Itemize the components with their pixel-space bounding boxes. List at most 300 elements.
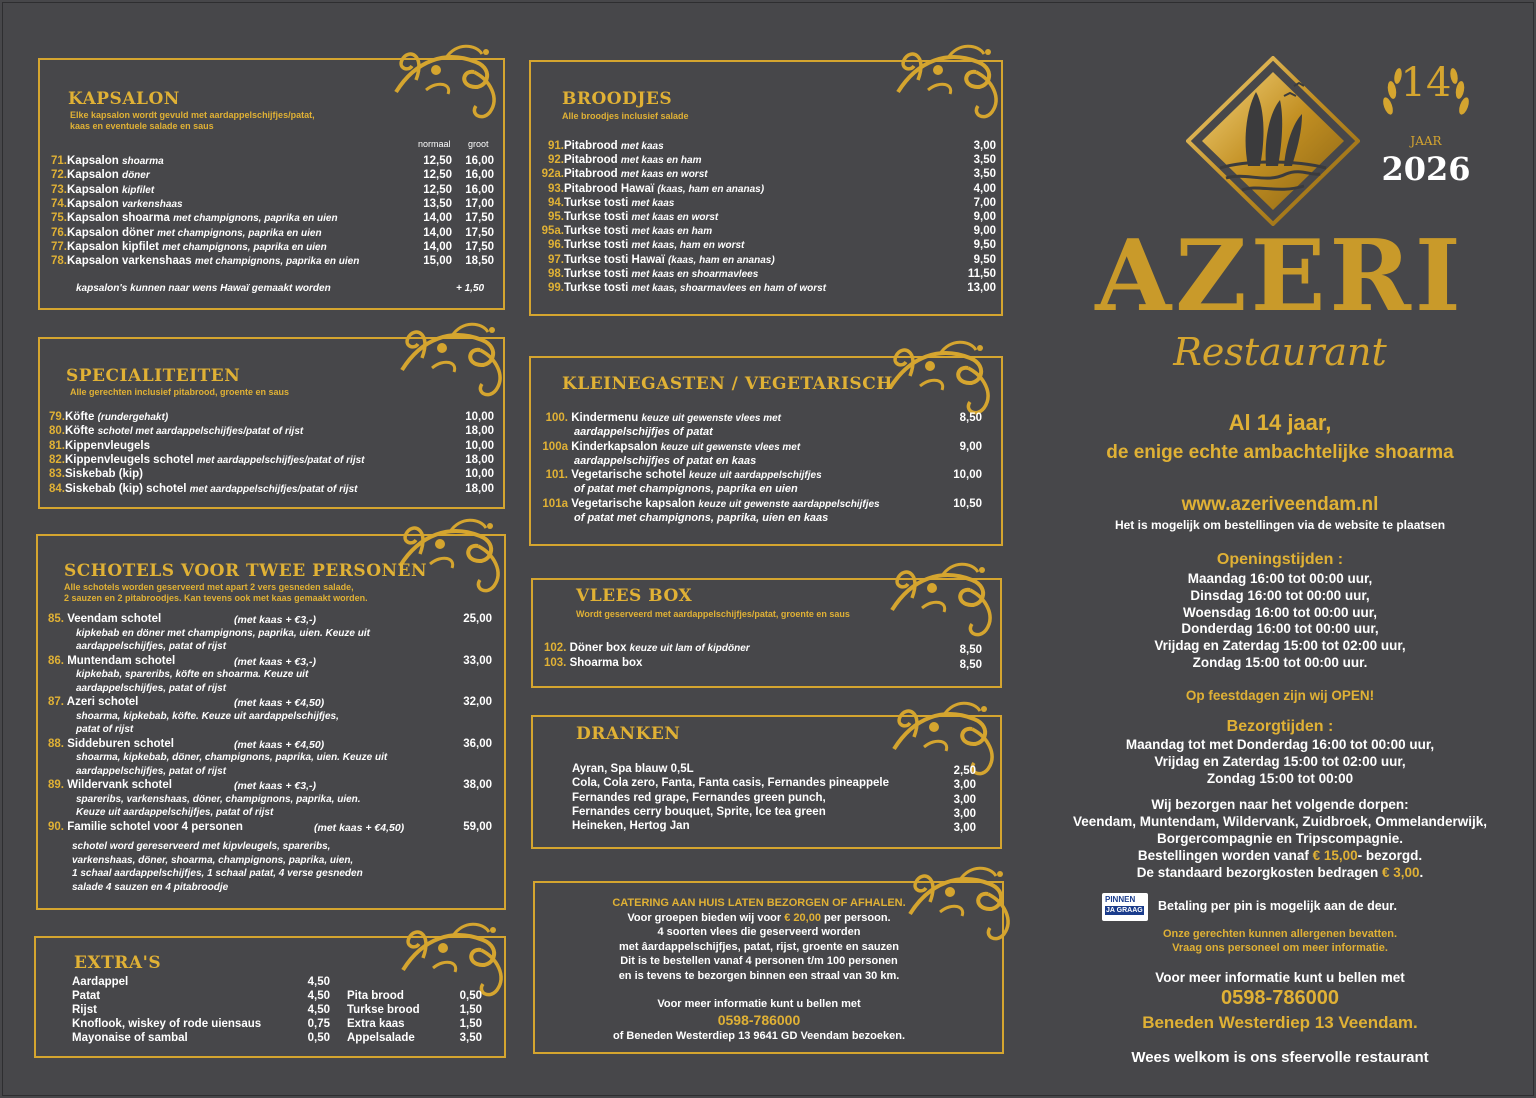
- item-number: 98.: [548, 267, 564, 280]
- menu-item-row: [536, 282, 826, 295]
- item-name: Turkse tosti: [564, 225, 629, 238]
- menu-item-row: [49, 411, 168, 424]
- item-detail: schotel met aardappelschijfjes/patat of rijst: [97, 426, 304, 438]
- item-detail: met kaas en worst: [631, 212, 719, 223]
- item-detail: met kaas: [631, 197, 675, 209]
- menu-item-row: [51, 241, 327, 254]
- item-number: 91.: [548, 140, 564, 152]
- item-price: 8,50: [959, 658, 982, 671]
- menu-item-row: [51, 155, 164, 168]
- vleesbox-title: VLEES BOX: [576, 586, 693, 606]
- item-number: 93.: [548, 182, 564, 195]
- badge-number: 14: [1400, 60, 1452, 106]
- menu-item-row: [536, 183, 764, 196]
- price-groot: 16,00: [465, 155, 494, 167]
- item-number: 86.: [48, 654, 64, 667]
- price-normaal: 12,50: [423, 169, 452, 182]
- item-detail: met champignons, paprika en uien: [194, 256, 360, 268]
- item-detail: keuze uit gewenste aardappelschijfjes: [698, 498, 880, 510]
- pin-logo: PINNEN JA GRAAG: [1102, 893, 1148, 921]
- schotel-row: [48, 821, 243, 834]
- kapsalon-note: kapsalon's kunnen naar wens Hawaï gemaakt worden: [76, 283, 331, 294]
- item-price: 8,50: [959, 412, 982, 424]
- price-groot: 16,00: [465, 183, 494, 196]
- price-groot: 17,00: [465, 197, 494, 210]
- drink-item-name: Fernandes cerry bouquet, Sprite, Ice tea green: [572, 805, 826, 818]
- cheese-option: (met kaas + €4,50): [314, 822, 405, 834]
- item-name: Köfte: [65, 411, 95, 423]
- menu-item-row: [51, 184, 154, 197]
- menu-item-row: [51, 212, 338, 225]
- menu-item-row: [536, 211, 718, 224]
- item-detail: kipfilet: [121, 184, 155, 196]
- specialiteiten-subtitle: Alle gerechten inclusief pitabrood, groente en saus: [70, 387, 290, 397]
- item-description: kipkebab en döner met champignons, paprika, uien. Keuze uit: [76, 627, 370, 639]
- allergen-line: Onze gerechten kunnen allergenen bevatten.: [1162, 928, 1398, 940]
- menu-item-row: [536, 225, 712, 238]
- item-detail: met champignons, paprika en uien: [157, 227, 322, 239]
- ornament-icon: [392, 318, 512, 398]
- price-normaal: 14,00: [423, 226, 452, 239]
- contact-phone[interactable]: 0598-786000: [1221, 987, 1339, 1009]
- cheese-option: (met kaas + €4,50): [234, 697, 325, 709]
- item-name: Turkse tosti Hawaï: [564, 253, 665, 266]
- item-name: Siddeburen schotel: [67, 737, 174, 750]
- drink-item-price: 3,00: [953, 779, 976, 792]
- item-number: 81.: [49, 439, 65, 452]
- item-price: 9,00: [973, 211, 996, 223]
- pin-text: Betaling per pin is mogelijk aan de deur.: [1158, 899, 1397, 913]
- feestdagen: Op feestdagen zijn wij OPEN!: [1185, 688, 1375, 703]
- opening-line: Vrijdag en Zaterdag 15:00 tot 02:00 uur,: [1154, 638, 1406, 654]
- menu-item-row: [538, 498, 880, 511]
- catering-line: Dit is te bestellen vanaf 4 personen t/m 100 personen: [620, 955, 898, 967]
- item-detail: met aardappelschijfjes/patat of rijst: [189, 483, 358, 495]
- item-description: aardappelschijfjes of patat en kaas: [574, 454, 757, 467]
- item-price: 9,50: [973, 239, 996, 252]
- item-description: kipkebab, spareribs, köfte en shoarma. Keuze uit: [76, 669, 309, 680]
- item-detail: met kaas: [620, 141, 664, 152]
- extra-item-price: 0,75: [307, 1018, 330, 1030]
- item-name: Kapsalon varkenshaas: [67, 255, 192, 268]
- item-price: 10,00: [465, 439, 494, 452]
- menu-item-row: [51, 169, 150, 182]
- item-price: 9,00: [959, 440, 982, 453]
- item-description: of patat met champignons, paprika, uien en kaas: [574, 511, 829, 524]
- drink-item-name: Cola, Cola zero, Fanta, Fanta casis, Fernandes pineappele: [572, 777, 889, 790]
- opening-line: Zondag 15:00 tot 00:00 uur.: [1192, 654, 1368, 670]
- brand-subtitle: Restaurant: [1173, 330, 1387, 374]
- ornament-icon: [390, 514, 510, 594]
- schotel-row: [48, 613, 161, 626]
- item-name: Turkse tosti: [564, 267, 629, 280]
- menu-item-row: [49, 468, 143, 481]
- item-price: 7,00: [973, 196, 996, 209]
- welcome-text: Wees welkom is ons sfeervolle restaurant: [1131, 1049, 1429, 1066]
- price-groot: 17,50: [465, 226, 494, 239]
- ornament-icon: [880, 336, 1000, 416]
- schotels-title: SCHOTELS VOOR TWEE PERSONEN: [64, 561, 428, 581]
- item-name: Familie schotel voor 4 personen: [67, 821, 243, 833]
- item-price: 10,00: [465, 411, 494, 423]
- item-number: 97.: [548, 253, 564, 266]
- menu-item-row: [536, 239, 744, 252]
- item-price: 33,00: [463, 654, 492, 667]
- catering-line: en is tevens te bezorgen binnen een straal van 30 km.: [618, 969, 900, 982]
- item-name: Kapsalon: [67, 155, 119, 167]
- item-price: 3,50: [973, 154, 996, 167]
- item-description: varkenshaas, döner, shoarma, champignons, paprika, uien,: [72, 854, 354, 866]
- dorpen-line: Borgercompagnie en Tripscompagnie.: [1156, 830, 1404, 846]
- item-number: 99.: [548, 282, 564, 294]
- drink-item-name: Ayran, Spa blauw 0,5L: [572, 763, 694, 775]
- item-price: 18,00: [465, 453, 494, 466]
- menu-item-row: [51, 198, 183, 211]
- dranken-title: DRANKEN: [576, 724, 681, 744]
- drink-item-price: 2,50: [953, 765, 976, 777]
- item-number: 102.: [544, 642, 567, 654]
- item-number: 95.: [548, 211, 564, 223]
- item-detail: (rundergehakt): [97, 412, 169, 423]
- catering-block: [533, 896, 985, 1043]
- bezorg-line: Maandag tot met Donderdag 16:00 tot 00:00 uur,: [1125, 737, 1435, 752]
- item-number: 79.: [49, 411, 65, 423]
- item-number: 85.: [48, 613, 64, 625]
- drink-item-name: Fernandes red grape, Fernandes green punch,: [572, 791, 826, 804]
- dorpen-line: Veendam, Muntendam, Wildervank, Zuidbroek, Ommelanderwijk,: [1073, 813, 1487, 829]
- price-groot: 16,00: [465, 169, 494, 182]
- item-name: Veendam schotel: [67, 613, 162, 625]
- kapsalon-note-price: + 1,50: [456, 283, 485, 294]
- item-number: 92a.: [541, 168, 564, 181]
- item-number: 88.: [48, 737, 64, 750]
- allergen-line: Vraag ons personeel om meer informatie.: [1172, 942, 1388, 954]
- price-normaal: 13,50: [423, 197, 452, 210]
- item-name: Azeri schotel: [66, 696, 139, 708]
- menu-item-row: [536, 254, 775, 267]
- item-number: 74.: [51, 197, 67, 210]
- item-detail: döner: [121, 170, 150, 182]
- item-number: 101a: [542, 497, 568, 510]
- menu-item-row: [536, 268, 758, 281]
- item-name: Pitabrood Hawaï: [564, 182, 655, 195]
- item-price: 9,00: [973, 225, 996, 238]
- extra-item-price: 4,50: [307, 1004, 330, 1016]
- item-description: shoarma, kipkebab, köfte. Keuze uit aardappelschijfjes,: [76, 710, 339, 722]
- item-number: 77.: [51, 240, 67, 253]
- menu-item-row: [51, 255, 359, 268]
- bezorg-kosten: De standaard bezorgkosten bedragen € 3,00.: [1136, 865, 1424, 880]
- menu-item-row: [536, 168, 708, 181]
- menu-item-row: [49, 483, 357, 496]
- opening-hours: [1030, 571, 1530, 672]
- item-number: 94.: [548, 196, 564, 209]
- item-description: Keuze uit aardappelschijfjes, patat of rijst: [76, 807, 274, 818]
- extra-item-name: Extra kaas: [347, 1018, 405, 1030]
- item-name: Shoarma box: [569, 656, 643, 669]
- website-link[interactable]: www.azeriveendam.nl: [1181, 494, 1379, 515]
- extra-item-price: 4,50: [307, 976, 330, 988]
- item-price: 13,00: [967, 282, 996, 294]
- item-name: Kippenvleugels: [65, 439, 150, 452]
- item-detail: met kaas, shoarmavlees en ham of worst: [631, 283, 827, 294]
- menu-item-row: [49, 425, 303, 438]
- item-number: 96.: [548, 239, 564, 252]
- extra-item-price: 0,50: [459, 990, 482, 1002]
- item-price: 3,00: [973, 140, 996, 152]
- item-detail: met kaas en worst: [620, 169, 708, 181]
- item-detail: varkenshaas: [121, 198, 183, 210]
- menu-item-row: [536, 140, 664, 153]
- item-name: Kapsalon shoarma: [67, 212, 170, 225]
- item-name: Pitabrood: [564, 168, 618, 181]
- bezorg-hours: [1030, 737, 1530, 787]
- logo-diamond-icon: [1186, 56, 1360, 226]
- item-name: Turkse tosti: [564, 239, 629, 252]
- catering-phone[interactable]: 0598-786000: [717, 1011, 801, 1028]
- item-detail: met kaas en ham: [620, 155, 702, 167]
- item-number: 92.: [548, 154, 564, 167]
- menu-item-row: [538, 441, 800, 454]
- item-detail: keuze uit gewenste vlees met: [660, 441, 801, 453]
- allergen-note: [1030, 927, 1530, 955]
- item-number: 71.: [51, 155, 67, 167]
- item-name: Turkse tosti: [564, 196, 629, 209]
- catering-title: CATERING AAN HUIS LATEN BEZORGEN OF AFHALEN.: [612, 897, 906, 909]
- schotel-row: [48, 655, 175, 668]
- item-description: aardappelschijfjes, patat of rijst: [76, 682, 227, 694]
- price-normaal: 14,00: [423, 240, 452, 253]
- drink-item-name: Heineken, Hertog Jan: [572, 820, 690, 833]
- extra-item-name: Appelsalade: [347, 1032, 415, 1044]
- extra-item-name: Patat: [72, 990, 101, 1002]
- bezorg-line: Zondag 15:00 tot 00:00: [1206, 770, 1354, 786]
- item-number: 75.: [51, 212, 67, 225]
- item-number: 80.: [49, 425, 65, 438]
- item-description: aardappelschijfjes, patat of rijst: [76, 641, 227, 652]
- kapsalon-subtitle: Elke kapsalon wordt gevuld met aardappelschijfjes/patat, kaas en eventuele salade en saus: [70, 110, 315, 131]
- item-description: spareribs, varkenshaas, döner, champignons, paprika, uien.: [76, 793, 361, 805]
- item-number: 101.: [545, 469, 568, 481]
- menu-item-row: [49, 454, 364, 467]
- extra-item-price: 4,50: [307, 990, 330, 1002]
- item-detail: (kaas, ham en ananas): [667, 254, 775, 266]
- item-number: 83.: [49, 468, 65, 481]
- item-detail: met champignons, paprika en uien: [173, 213, 338, 225]
- price-normaal: 14,00: [423, 212, 452, 225]
- item-name: Kapsalon: [67, 169, 119, 182]
- item-price: 11,50: [967, 267, 996, 280]
- kleinegasten-title: KLEINEGASTEN / VEGETARISCH: [562, 374, 893, 394]
- item-name: Siskebab (kip) schotel: [65, 482, 187, 495]
- item-detail: keuze uit aardappelschijfjes: [688, 470, 822, 481]
- extra-item-price: 3,50: [459, 1032, 482, 1044]
- opening-line: Woensdag 16:00 tot 00:00 uur,: [1182, 604, 1378, 620]
- item-number: 82.: [49, 453, 65, 466]
- item-description: aardappelschijfjes of patat: [574, 426, 713, 438]
- item-price: 8,50: [959, 644, 982, 656]
- cheese-option: (met kaas + €3,-): [234, 614, 317, 626]
- item-price: 36,00: [463, 737, 492, 750]
- bezorg-minimum: Bestellingen worden vanaf € 15,00- bezorgd.: [1137, 848, 1423, 863]
- badge-word: JAAR: [1410, 134, 1442, 148]
- ornament-icon: [888, 40, 1008, 120]
- price-normaal: 15,00: [423, 255, 452, 268]
- item-price: 32,00: [463, 696, 492, 708]
- extra-item-name: Aardappel: [72, 976, 129, 988]
- bezorg-line: Vrijdag en Zaterdag 15:00 tot 02:00 uur,: [1154, 753, 1406, 769]
- item-number: 87.: [48, 696, 64, 708]
- item-number: 84.: [49, 482, 65, 495]
- schotels-subtitle: Alle schotels worden geserveerd met apart 2 vers gesneden salade, 2 sauzen en 2 pitabroodjes. Kan tevens ook met kaas gemaakt worden.: [64, 582, 368, 603]
- contact-address: Beneden Westerdiep 13 Veendam.: [1142, 1013, 1418, 1032]
- item-number: 78.: [51, 255, 67, 268]
- item-description: 1 schaal aardappelschijfjes, 1 schaal patat, 4 verse gesneden: [72, 868, 363, 879]
- item-price: 3,50: [973, 168, 996, 181]
- item-description: of patat met champignons, paprika en uien: [574, 483, 798, 495]
- item-name: Köfte: [65, 425, 95, 438]
- item-price: 25,00: [463, 613, 492, 625]
- opening-line: Donderdag 16:00 tot 00:00 uur,: [1181, 621, 1379, 637]
- item-name: Kapsalon kipfilet: [67, 240, 160, 253]
- vleesbox-subtitle: Wordt geserveerd met aardappelschijfjes/patat, groente en saus: [576, 609, 850, 619]
- item-number: 90.: [48, 821, 64, 833]
- cheese-option: (met kaas + €4,50): [234, 738, 325, 751]
- extra-item-price: 1,50: [459, 1018, 482, 1030]
- menu-item-row: [544, 642, 750, 655]
- item-name: Kapsalon: [67, 183, 119, 196]
- menu-item-row: [538, 412, 781, 425]
- item-name: Muntendam schotel: [67, 654, 176, 667]
- contact-info: Voor meer informatie kunt u bellen met: [1155, 970, 1405, 985]
- item-name: Turkse tosti: [564, 211, 629, 223]
- extra-item-name: Knoflook, wiskey of rode uiensaus: [72, 1018, 262, 1030]
- item-name: Pitabrood: [564, 154, 618, 167]
- extra-item-name: Rijst: [72, 1004, 97, 1016]
- menu-item-row: [538, 469, 822, 482]
- opening-title: Openingstijden :: [1216, 551, 1344, 568]
- item-description: patat of rijst: [76, 724, 134, 735]
- item-name: Vegetarische kapsalon: [571, 497, 696, 510]
- item-number: 73.: [51, 183, 67, 196]
- item-detail: met kaas, ham en worst: [631, 240, 745, 252]
- item-detail: met aardappelschijfjes/patat of rijst: [196, 454, 365, 466]
- item-name: Döner box: [569, 642, 627, 654]
- item-number: 100a: [542, 440, 568, 453]
- item-number: 76.: [51, 226, 67, 239]
- ornament-icon: [882, 558, 1002, 638]
- item-number: 72.: [51, 169, 67, 182]
- item-price: 10,50: [953, 497, 982, 510]
- drink-item-price: 3,00: [953, 793, 976, 806]
- item-price: 10,00: [465, 468, 494, 481]
- item-description: schotel word gereserveerd met kipvleugels, spareribs,: [72, 841, 331, 852]
- price-normaal: 12,50: [423, 155, 452, 167]
- item-name: Kindermenu: [571, 412, 639, 424]
- item-number: 103.: [544, 656, 567, 669]
- item-number: 95a.: [541, 225, 564, 238]
- item-detail: keuze uit lam of kipdöner: [629, 643, 750, 654]
- item-detail: shoarma: [121, 156, 164, 167]
- bezorg-dorpen: [1030, 797, 1530, 847]
- menu-item-row: [536, 154, 701, 167]
- kapsalon-title: KAPSALON: [68, 89, 180, 109]
- price-groot: 17,50: [465, 240, 494, 253]
- cheese-option: (met kaas + €3,-): [234, 655, 317, 668]
- catering-info: Voor meer informatie kunt u bellen met: [657, 998, 861, 1010]
- catering-address: of Beneden Westerdiep 13 9641 GD Veendam bezoeken.: [612, 1029, 905, 1042]
- website-note: Het is mogelijk om bestellingen via de website te plaatsen: [1114, 518, 1446, 532]
- brand-name: AZERI: [1095, 219, 1465, 334]
- extra-item-name: Turkse brood: [347, 1004, 420, 1016]
- anniversary-badge: [1378, 58, 1474, 198]
- item-detail: met kaas en ham: [631, 226, 713, 238]
- ornament-icon: [386, 40, 506, 120]
- extra-item-name: Pita brood: [347, 990, 404, 1002]
- catering-line1: Voor groepen bieden wij voor € 20,00 per persoon.: [627, 911, 891, 924]
- item-detail: met kaas en shoarmavlees: [631, 268, 759, 280]
- extras-title: EXTRA'S: [74, 953, 162, 973]
- dorpen-line: Wij bezorgen naar het volgende dorpen:: [1151, 797, 1409, 812]
- tagline-2: de enige echte ambachtelijke shoarma: [1106, 442, 1454, 463]
- catering-line: met âardappelschijfjes, patat, rijst, groente en sauzen: [619, 940, 899, 953]
- item-detail: met champignons, paprika en uien: [162, 241, 327, 253]
- price-groot: 18,50: [465, 255, 494, 268]
- schotel-row: [48, 738, 174, 751]
- opening-line: Dinsdag 16:00 tot 00:00 uur,: [1190, 587, 1370, 603]
- item-price: 18,00: [465, 482, 494, 495]
- ornament-icon: [393, 918, 513, 998]
- badge-year: 2026: [1381, 150, 1471, 188]
- col-groot: groot: [468, 139, 489, 149]
- extra-item-price: 1,50: [459, 1004, 482, 1016]
- cheese-option: (met kaas + €3,-): [234, 780, 317, 792]
- menu-item-row: [49, 440, 150, 453]
- item-price: 10,00: [953, 469, 982, 481]
- item-price: 18,00: [465, 425, 494, 438]
- schotel-row: [48, 779, 172, 792]
- bezorg-title: Bezorgtijden :: [1226, 718, 1334, 735]
- item-number: 89.: [48, 779, 64, 791]
- item-price: 59,00: [463, 821, 492, 833]
- menu-item-row: [536, 197, 674, 210]
- tagline-1: Al 14 jaar,: [1228, 410, 1332, 435]
- item-description: shoarma, kipkebab, döner, champignons, paprika, uien. Keuze uit: [76, 752, 388, 763]
- item-name: Kapsalon: [67, 197, 119, 210]
- item-price: 9,50: [973, 253, 996, 266]
- menu-item-row: [51, 227, 322, 240]
- item-name: Kinderkapsalon: [571, 440, 658, 453]
- drink-item-price: 3,00: [953, 822, 976, 835]
- price-normaal: 12,50: [423, 183, 452, 196]
- menu-item-row: [544, 657, 642, 670]
- extra-item-name: Mayonaise of sambal: [72, 1032, 188, 1044]
- item-number: 100.: [545, 412, 568, 424]
- item-name: Siskebab (kip): [65, 468, 143, 481]
- item-name: Turkse tosti: [564, 282, 629, 294]
- col-normaal: normaal: [418, 139, 451, 149]
- item-description: aardappelschijfjes, patat of rijst: [76, 765, 227, 777]
- item-name: Wildervank schotel: [67, 779, 172, 791]
- drink-item-price: 3,00: [953, 807, 976, 820]
- item-price: 38,00: [463, 779, 492, 791]
- item-detail: keuze uit gewenste vlees met: [641, 413, 782, 424]
- broodjes-subtitle: Alle broodjes inclusief salade: [562, 111, 689, 121]
- item-price: 4,00: [973, 182, 996, 195]
- item-name: Vegetarische schotel: [571, 469, 686, 481]
- specialiteiten-title: SPECIALITEITEN: [66, 366, 241, 386]
- extra-item-price: 0,50: [307, 1032, 330, 1044]
